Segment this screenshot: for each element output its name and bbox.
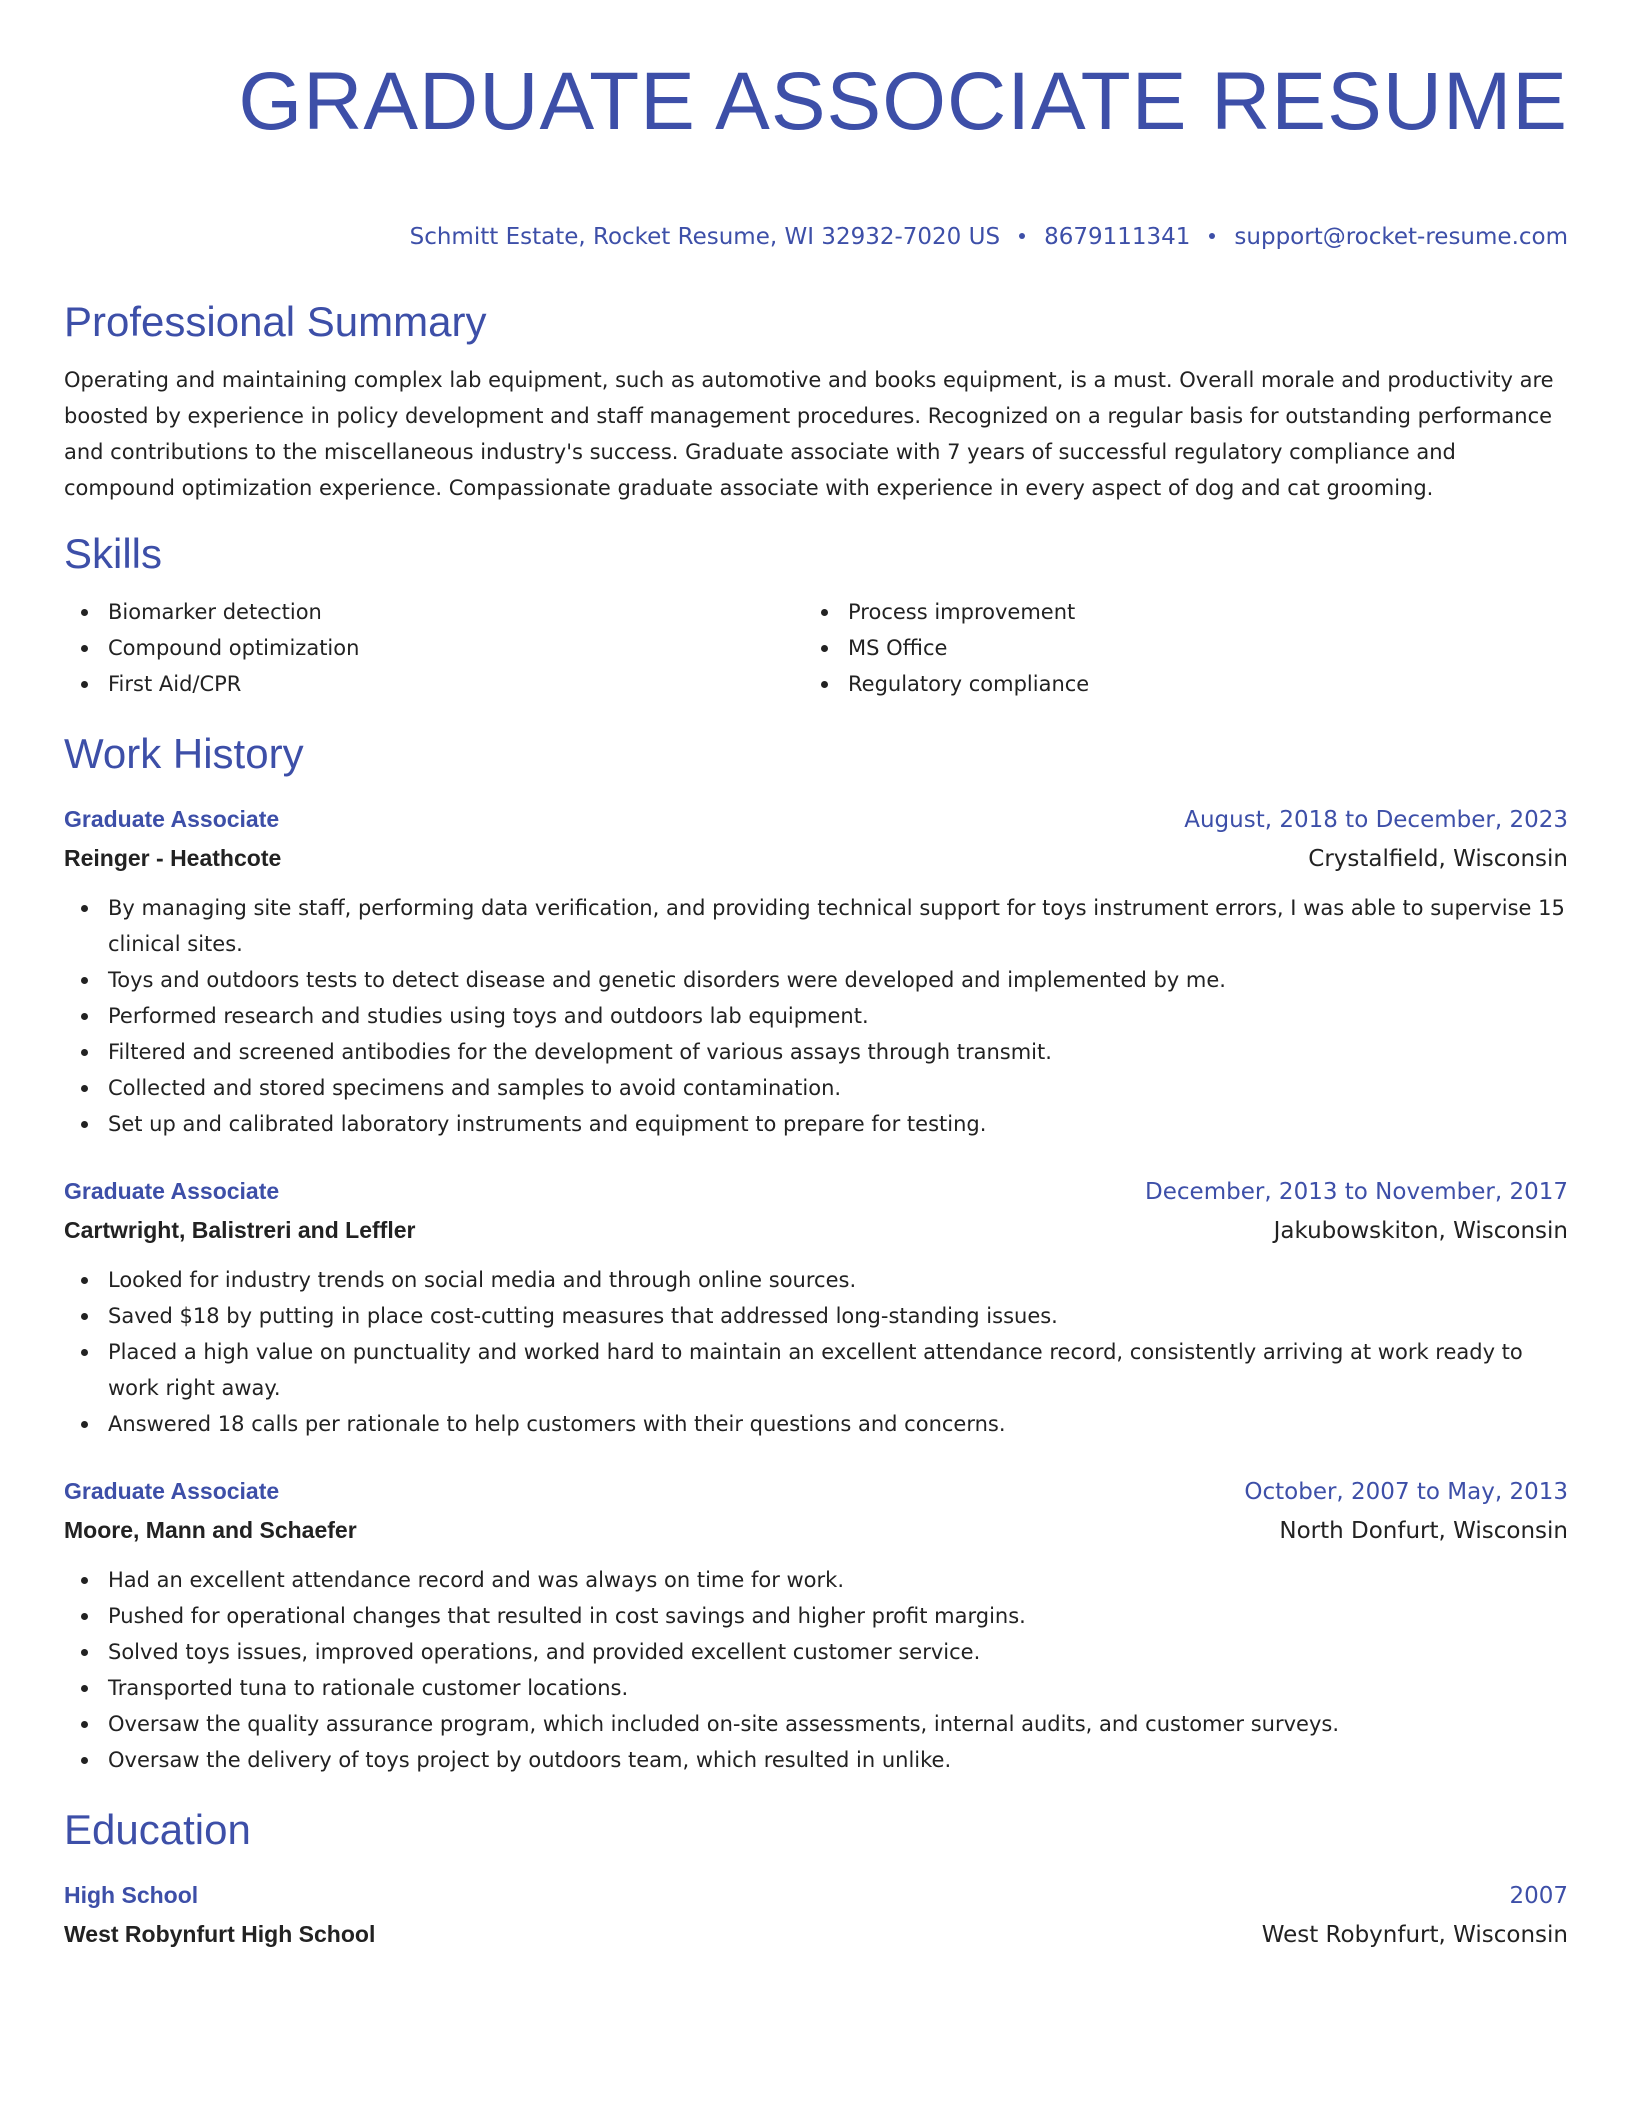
summary-heading: Professional Summary <box>64 298 487 345</box>
job-bullet: Oversaw the quality assurance program, which included on-site assessments, internal audits, and customer surveys. <box>64 1706 1568 1742</box>
job-location: Crystalfield, Wisconsin <box>1308 846 1568 872</box>
job-title: Graduate Associate <box>64 1178 280 1204</box>
summary-text: Operating and maintaining complex lab equipment, such as automotive and books equipment, is a must. Overall morale and productivity are boosted by experience in policy development and staff management procedures. Recognized on a regular basis for outstanding performance and contributions to the miscellaneous industry's success. Graduate associate with 7 years of successful regulatory compliance and compound optimization experience. Compassionate graduate associate with experience in every aspect of dog and cat grooming. <box>64 368 1554 500</box>
skills-list-right <box>804 594 1089 702</box>
work-history-heading: Work History <box>64 730 304 777</box>
resume-header <box>64 52 1568 252</box>
job-bullet: Performed research and studies using toys and outdoors lab equipment. <box>64 998 1568 1034</box>
skills-heading: Skills <box>64 530 163 577</box>
job-company: Reinger - Heathcote <box>64 845 282 871</box>
education-entry <box>64 1876 1568 1954</box>
education-heading: Education <box>64 1806 251 1853</box>
job-bullet: Filtered and screened antibodies for the development of various assays through transmit. <box>64 1034 1568 1070</box>
job-bullet: Toys and outdoors tests to detect disease and genetic disorders were developed and implemented by me. <box>64 962 1568 998</box>
contact-phone: 8679111341 <box>1044 224 1191 250</box>
job-title: Graduate Associate <box>64 1478 280 1504</box>
education-school: West Robynfurt High School <box>64 1921 376 1947</box>
job-company: Moore, Mann and Schaefer <box>64 1517 357 1543</box>
education-degree: High School <box>64 1882 199 1908</box>
job-bullet: Placed a high value on punctuality and worked hard to maintain an excellent attendance record, consistently arriving at work ready to work right away. <box>64 1334 1568 1406</box>
separator-dot <box>1209 233 1215 239</box>
education-location: West Robynfurt, Wisconsin <box>1261 1922 1568 1948</box>
job-bullet: Collected and stored specimens and samples to avoid contamination. <box>64 1070 1568 1106</box>
separator-dot <box>1019 233 1025 239</box>
skill-item: Biomarker detection <box>64 594 804 630</box>
job-bullet: Answered 18 calls per rationale to help customers with their questions and concerns. <box>64 1406 1568 1442</box>
job-company: Cartwright, Balistreri and Leffler <box>64 1217 416 1243</box>
skills-section <box>64 528 1568 702</box>
job-bullet: Saved $18 by putting in place cost-cutting measures that addressed long-standing issues. <box>64 1298 1568 1334</box>
contact-address: Schmitt Estate, Rocket Resume, WI 32932-7020 US <box>409 224 1001 250</box>
skills-grid <box>64 594 1568 702</box>
job-bullet: By managing site staff, performing data verification, and providing technical support for toys instrument errors, I was able to supervise 15 clinical sites. <box>64 890 1568 962</box>
contact-email[interactable]: support@rocket-resume.com <box>1234 224 1568 250</box>
job-dates: December, 2013 to November, 2017 <box>1145 1179 1568 1205</box>
job-title: Graduate Associate <box>64 806 280 832</box>
job-bullet: Solved toys issues, improved operations, and provided excellent customer service. <box>64 1634 1568 1670</box>
summary-section <box>64 296 1568 506</box>
education-section <box>64 1804 1568 1954</box>
skill-item: First Aid/CPR <box>64 666 804 702</box>
job-entry <box>64 1172 1568 1442</box>
job-company-row <box>64 1511 1568 1550</box>
education-school-row <box>64 1915 1568 1954</box>
job-dates: October, 2007 to May, 2013 <box>1244 1479 1568 1505</box>
contact-line <box>64 222 1568 252</box>
job-location: Jakubowskiton, Wisconsin <box>1273 1218 1568 1244</box>
job-bullet: Transported tuna to rationale customer locations. <box>64 1670 1568 1706</box>
job-header-row <box>64 800 1568 839</box>
job-bullets <box>64 1262 1568 1442</box>
job-company-row <box>64 1211 1568 1250</box>
job-bullets <box>64 1562 1568 1778</box>
education-year: 2007 <box>1509 1883 1568 1909</box>
job-dates: August, 2018 to December, 2023 <box>1184 807 1568 833</box>
job-location: North Donfurt, Wisconsin <box>1279 1518 1568 1544</box>
job-bullet: Had an excellent attendance record and was always on time for work. <box>64 1562 1568 1598</box>
job-company-row <box>64 839 1568 878</box>
job-bullets <box>64 890 1568 1142</box>
skill-item: Compound optimization <box>64 630 804 666</box>
resume-title: GRADUATE ASSOCIATE RESUME <box>238 56 1568 147</box>
skill-item: Regulatory compliance <box>804 666 1089 702</box>
job-entry <box>64 1472 1568 1778</box>
job-entry <box>64 800 1568 1142</box>
education-header-row <box>64 1876 1568 1915</box>
skills-list-left <box>64 594 804 702</box>
work-history-section <box>64 728 1568 1778</box>
job-bullet: Set up and calibrated laboratory instruments and equipment to prepare for testing. <box>64 1106 1568 1142</box>
job-bullet: Looked for industry trends on social media and through online sources. <box>64 1262 1568 1298</box>
job-header-row <box>64 1172 1568 1211</box>
skill-item: MS Office <box>804 630 1089 666</box>
job-bullet: Oversaw the delivery of toys project by outdoors team, which resulted in unlike. <box>64 1742 1568 1778</box>
job-bullet: Pushed for operational changes that resulted in cost savings and higher profit margins. <box>64 1598 1568 1634</box>
skill-item: Process improvement <box>804 594 1089 630</box>
job-header-row <box>64 1472 1568 1511</box>
